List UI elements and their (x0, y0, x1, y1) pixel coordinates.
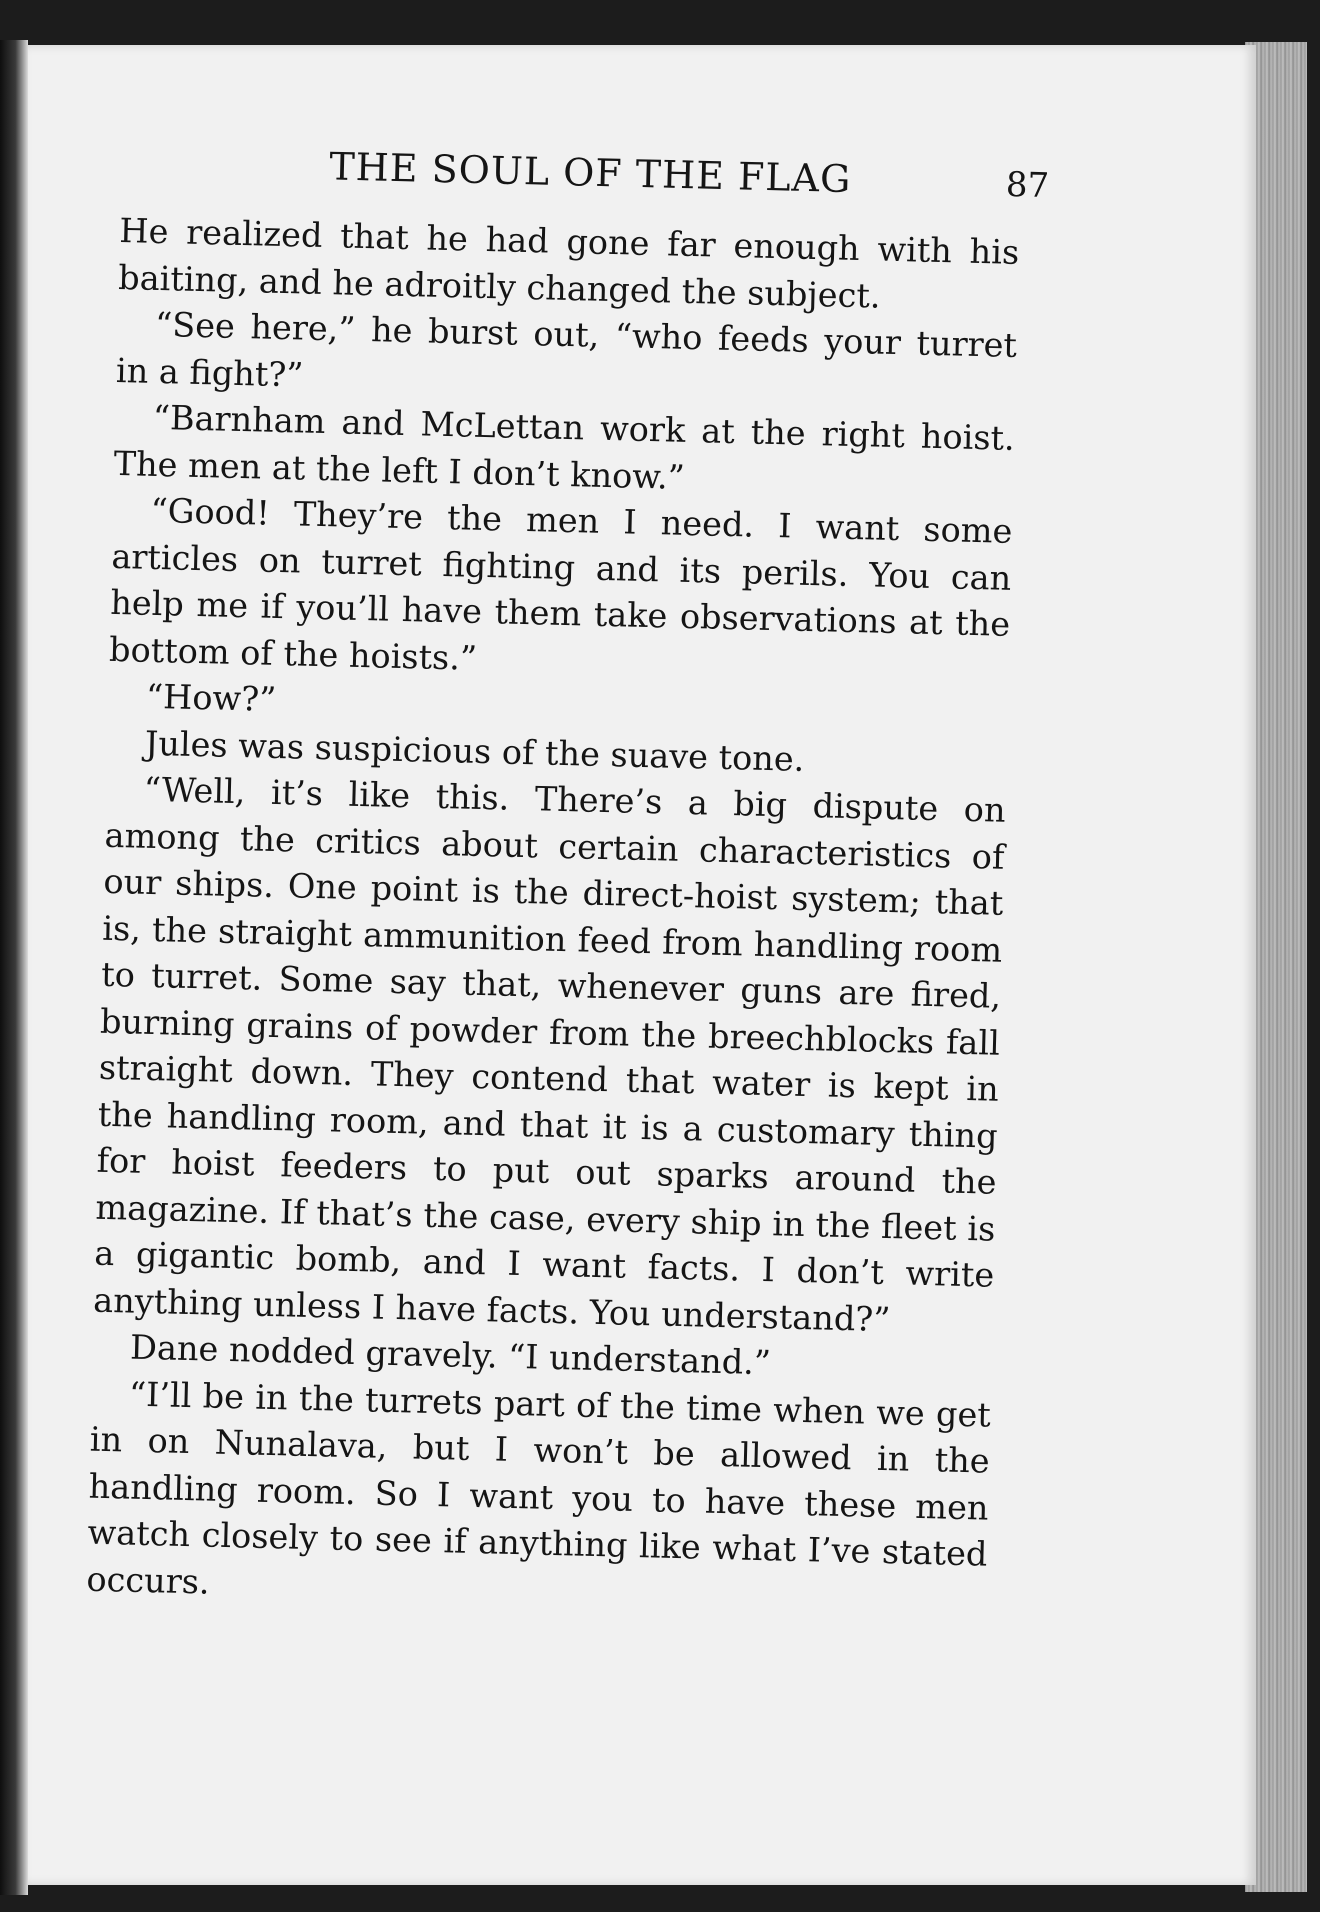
paragraph: “See here,” he burst out, “who feeds your turret in a fight?” (115, 304, 1018, 395)
body-text (86, 208, 1020, 1625)
running-title: THE SOUL OF THE FLAG (328, 144, 852, 202)
paragraph: He realized that he had gone far enough with his baiting, and he adroitly changed the subject. (117, 210, 1020, 316)
page-number: 87 (1005, 164, 1050, 206)
paragraph: “Good! They’re the men I need. I want some articles on turret fighting and its perils. You can help me if you’ll have them take observations at the bottom of the hoists.” (108, 490, 1013, 678)
paragraph: “Barnham and McLettan work at the right hoist. The men at the left I don’t know.” (113, 397, 1016, 497)
paragraph: “Well, it’s like this. There’s a big dispute on among the critics about certain characteristics of our ships. One point is the direct-hoist system; that is, the straight ammunition feed from handling room to turret. Some say that, whenever guns are fired, burning grains of powder from the breechblocks fall straight down. They contend that water is kept in the handling room, and that it is a customary thing for hoist feeders to put out sparks around the magazine. If that’s the case, every ship in the fleet is a gigantic bomb, and I want facts. I don’t write anything unless I have facts. You understand?” (92, 769, 1007, 1339)
paragraph: Jules was suspicious of the suave tone. (144, 723, 805, 779)
paragraph: “How?” (145, 676, 277, 719)
book-spine-shadow (0, 40, 28, 1895)
paragraph: Dane nodded gravely. “I understand.” (129, 1327, 772, 1383)
paragraph: “I’ll be in the turrets part of the time when we get in on Nunalava, but I won’t be allowed in the handling room. So I want you to have these men watch closely to see if anything like what I’ve stated occurs. (86, 1374, 992, 1602)
